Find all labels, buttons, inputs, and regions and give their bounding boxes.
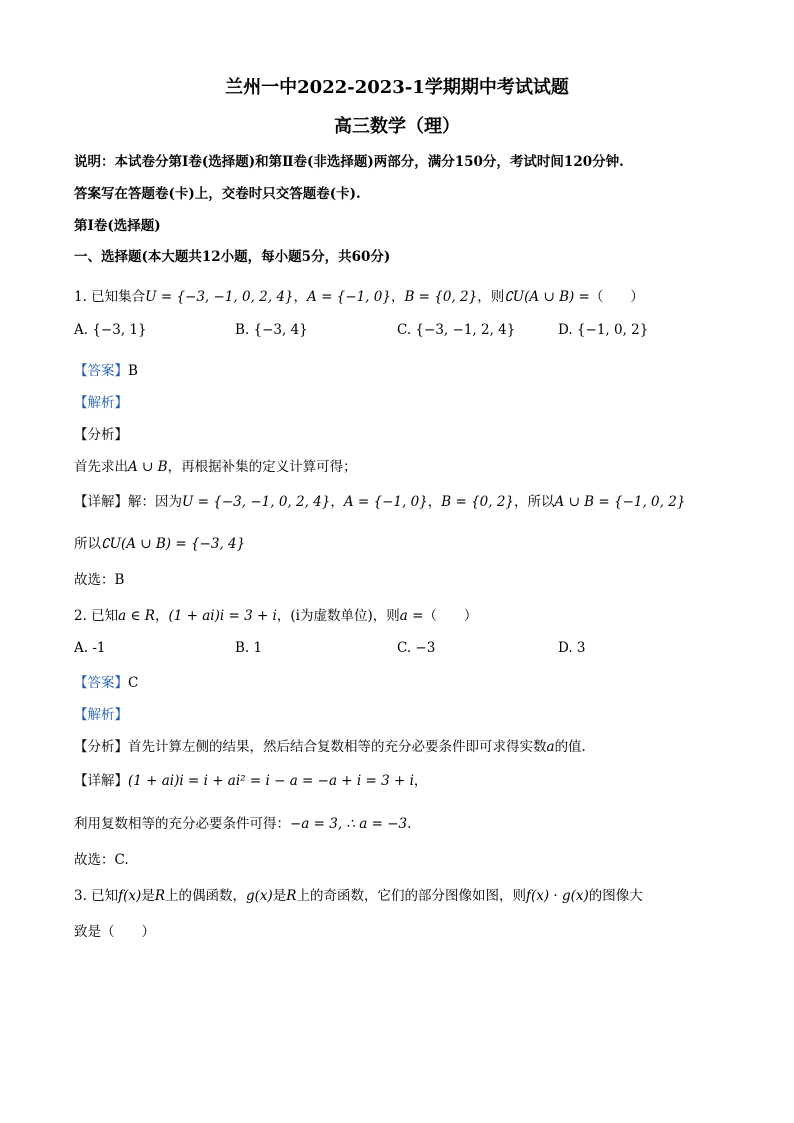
q2-analysis-label: 【解析】: [74, 707, 128, 723]
question-2-stem: 2. 已知a ∈ R，(1 + ai)i = 3 + i，(i为虚数单位)，则a =（ ）: [74, 608, 478, 624]
q1-fenxi-text: 首先求出A ∪ B，再根据补集的定义计算可得；: [74, 459, 357, 475]
exam-title: 兰州一中2022-2023-1学期期中考试试题: [225, 77, 569, 98]
q1-option-d: D. {−1, 0, 2}: [558, 322, 649, 338]
instruction-line-2: 答案写在答题卷(卡)上，交卷时只交答题卷(卡).: [74, 186, 361, 202]
q2-detail-line-2: 利用复数相等的充分必要条件可得：−a = 3, ∴ a = −3.: [74, 816, 412, 832]
instruction-line-1: 说明：本试卷分第Ⅰ卷(选择题)和第Ⅱ卷(非选择题)两部分，满分150分，考试时间120分钟.: [74, 154, 624, 170]
section-heading: 第Ⅰ卷(选择题): [74, 218, 161, 234]
exam-subtitle: 高三数学（理）: [334, 116, 460, 137]
question-3-stem-line-1: 3. 已知f(x)是R上的偶函数，g(x)是R上的奇函数，它们的部分图像如图，则f(x) · g(x)的图像大: [74, 888, 643, 904]
q1-fenxi-label: 【分析】: [74, 427, 128, 443]
q1-option-a: A. {−3, 1}: [74, 322, 147, 338]
q1-answer: 【答案】B: [74, 363, 138, 379]
q2-option-d: D. 3: [558, 640, 586, 656]
q2-option-c: C. −3: [397, 640, 436, 656]
set-a: A = {−1, 0}: [307, 289, 391, 305]
set-u: U = {−3, −1, 0, 2, 4}: [145, 289, 294, 305]
q1-option-c: C. {−3, −1, 2, 4}: [397, 322, 516, 338]
q1-analysis-label: 【解析】: [74, 395, 128, 411]
q2-detail: 【详解】(1 + ai)i = i + ai² = i − a = −a + i = 3 + i，: [74, 773, 428, 789]
q2-fenxi: 【分析】首先计算左侧的结果，然后结合复数相等的充分必要条件即可求得实数a的值.: [74, 739, 586, 755]
q1-option-b: B. {−3, 4}: [235, 322, 308, 338]
q1-detail: 【详解】解：因为U = {−3, −1, 0, 2, 4}，A = {−1, 0}，B = {0, 2}，所以A ∪ B = {−1, 0, 2}: [74, 494, 686, 510]
question-1-stem: 1. 已知集合U = {−3, −1, 0, 2, 4}，A = {−1, 0}，B = {0, 2}，则∁U(A ∪ B) =（ ）: [74, 289, 644, 305]
question-3-stem-line-2: 致是（ ）: [74, 924, 155, 940]
set-b: B = {0, 2}: [404, 289, 478, 305]
q2-choose: 故选：C.: [74, 852, 129, 868]
complement-expr: ∁U(A ∪ B) =: [504, 289, 590, 305]
q1-result: 所以∁U(A ∪ B) = {−3, 4}: [74, 536, 246, 552]
part-heading: 一、选择题(本大题共12小题，每小题5分，共60分): [74, 249, 391, 265]
q1-choose: 故选：B: [74, 572, 125, 588]
q2-option-b: B. 1: [235, 640, 263, 656]
q2-option-a: A. -1: [74, 640, 106, 656]
q2-answer: 【答案】C: [74, 675, 139, 691]
